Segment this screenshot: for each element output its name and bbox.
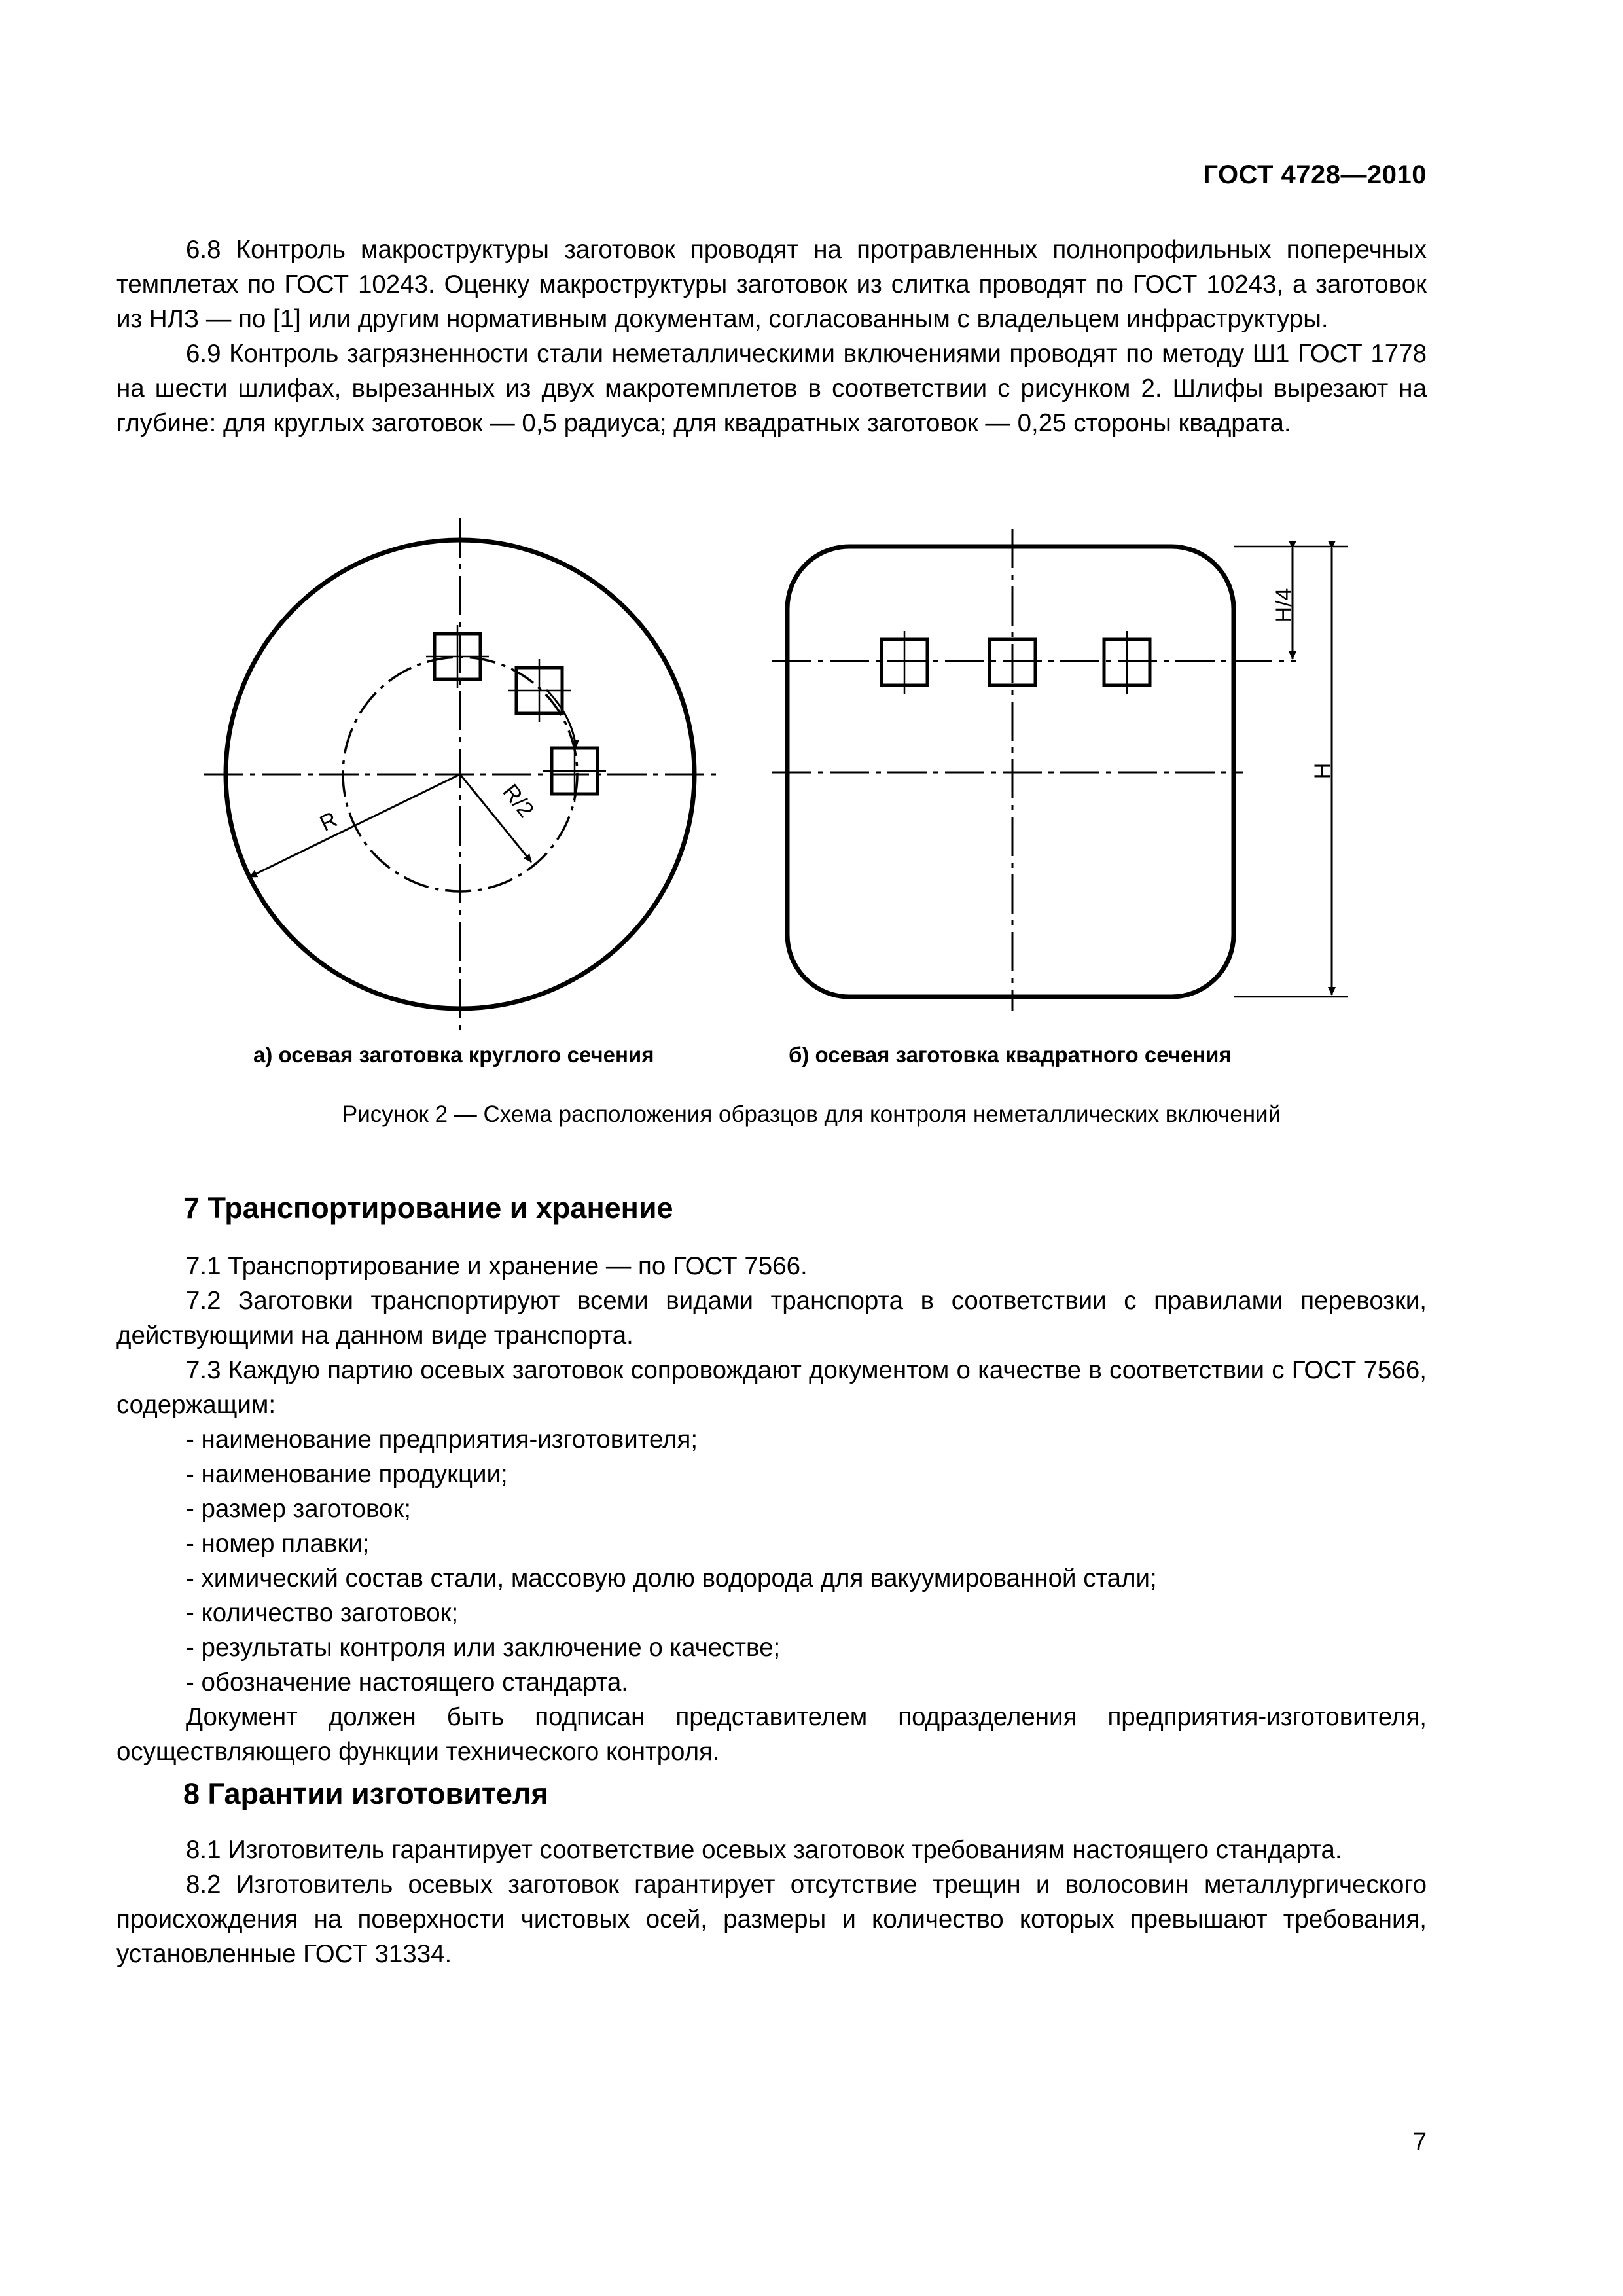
sample-square-3 bbox=[543, 740, 606, 802]
section-7-body bbox=[116, 1249, 1427, 1769]
sample-square-1 bbox=[426, 625, 489, 688]
paragraph-6-9: 6.9 Контроль загрязненности стали неметаллическими включениями проводят по методу Ш1 ГОСТ 1778 на шести шлифах, вырезанных из двух макротемплетов в соответствии с рисунком 2. Шлифы вырезают на глубине: для круглых заготовок — 0,5 радиуса; для квадратных заготовок — 0,25 стороны квадрата. bbox=[116, 340, 1427, 437]
paragraph-8-1: 8.1 Изготовитель гарантирует соответствие осевых заготовок требованиям настоящего стандарта. bbox=[186, 1836, 1342, 1864]
list-item: - обозначение настоящего стандарта. bbox=[186, 1668, 629, 1696]
label-r-half: R/2 bbox=[497, 780, 539, 823]
section-8-body bbox=[116, 1833, 1427, 1971]
sample-square-6 bbox=[1104, 631, 1150, 694]
radius-line-r bbox=[249, 774, 460, 877]
document-header: ГОСТ 4728—2010 bbox=[1203, 160, 1427, 189]
list-item: - количество заготовок; bbox=[186, 1599, 459, 1627]
list-item: - химический состав стали, массовую долю водорода для вакуумированной стали; bbox=[186, 1564, 1157, 1592]
sample-square-4 bbox=[882, 631, 927, 694]
list-item: - результаты контроля или заключение о качестве; bbox=[186, 1634, 781, 1662]
list-item: - наименование продукции; bbox=[186, 1460, 508, 1488]
round-section-drawing bbox=[204, 518, 717, 1031]
section-7-title: 7 Транспортирование и хранение bbox=[183, 1191, 673, 1225]
paragraph-7-2: 7.2 Заготовки транспортируют всеми видами транспорта в соответствии с правилами перевозки, действующими на данном виде транспорта. bbox=[116, 1287, 1427, 1350]
label-r: R bbox=[315, 806, 342, 836]
section-6-paragraphs bbox=[116, 232, 1427, 440]
figure-caption: Рисунок 2 — Схема расположения образцов для контроля неметаллических включений bbox=[342, 1102, 1281, 1127]
list-item: - наименование предприятия-изготовителя; bbox=[186, 1426, 698, 1454]
caption-square-section: б) осевая заготовка квадратного сечения bbox=[789, 1043, 1232, 1067]
list-item: - размер заготовок; bbox=[186, 1495, 411, 1523]
section-8-title: 8 Гарантии изготовителя bbox=[183, 1777, 548, 1810]
label-h-quarter: H/4 bbox=[1272, 588, 1296, 623]
paragraph-7-1: 7.1 Транспортирование и хранение — по ГОСТ 7566. bbox=[186, 1252, 808, 1280]
label-h: H bbox=[1310, 762, 1335, 780]
list-item: - номер плавки; bbox=[186, 1530, 370, 1558]
sample-square-2 bbox=[508, 659, 571, 722]
paragraph-7-3: 7.3 Каждую партию осевых заготовок сопровождают документом о качестве в соответствии с ГОСТ 7566, содержащим: bbox=[116, 1356, 1427, 1419]
figure-2-diagram bbox=[0, 511, 1623, 1086]
paragraph-document-signature: Документ должен быть подписан представителем подразделения предприятия-изготовителя, осуществляющего функции технического контроля. bbox=[116, 1703, 1427, 1766]
paragraph-8-2: 8.2 Изготовитель осевых заготовок гарантирует отсутствие трещин и волосовин металлургического происхождения на поверхности чистовых осей, размеры и количество которых превышают требования, установленные ГОСТ 31334. bbox=[116, 1871, 1427, 1968]
caption-round-section: а) осевая заготовка круглого сечения bbox=[253, 1043, 654, 1067]
page-number: 7 bbox=[1412, 2128, 1427, 2156]
square-section-drawing bbox=[772, 529, 1348, 1011]
paragraph-6-8: 6.8 Контроль макроструктуры заготовок проводят на протравленных полнопрофильных поперечных темплетах по ГОСТ 10243. Оценку макроструктуры заготовок из слитка проводят по ГОСТ 10243, а заготовок из НЛЗ — по [1] или другим нормативным документам, согласованным с владельцем инфраструктуры. bbox=[116, 236, 1427, 333]
